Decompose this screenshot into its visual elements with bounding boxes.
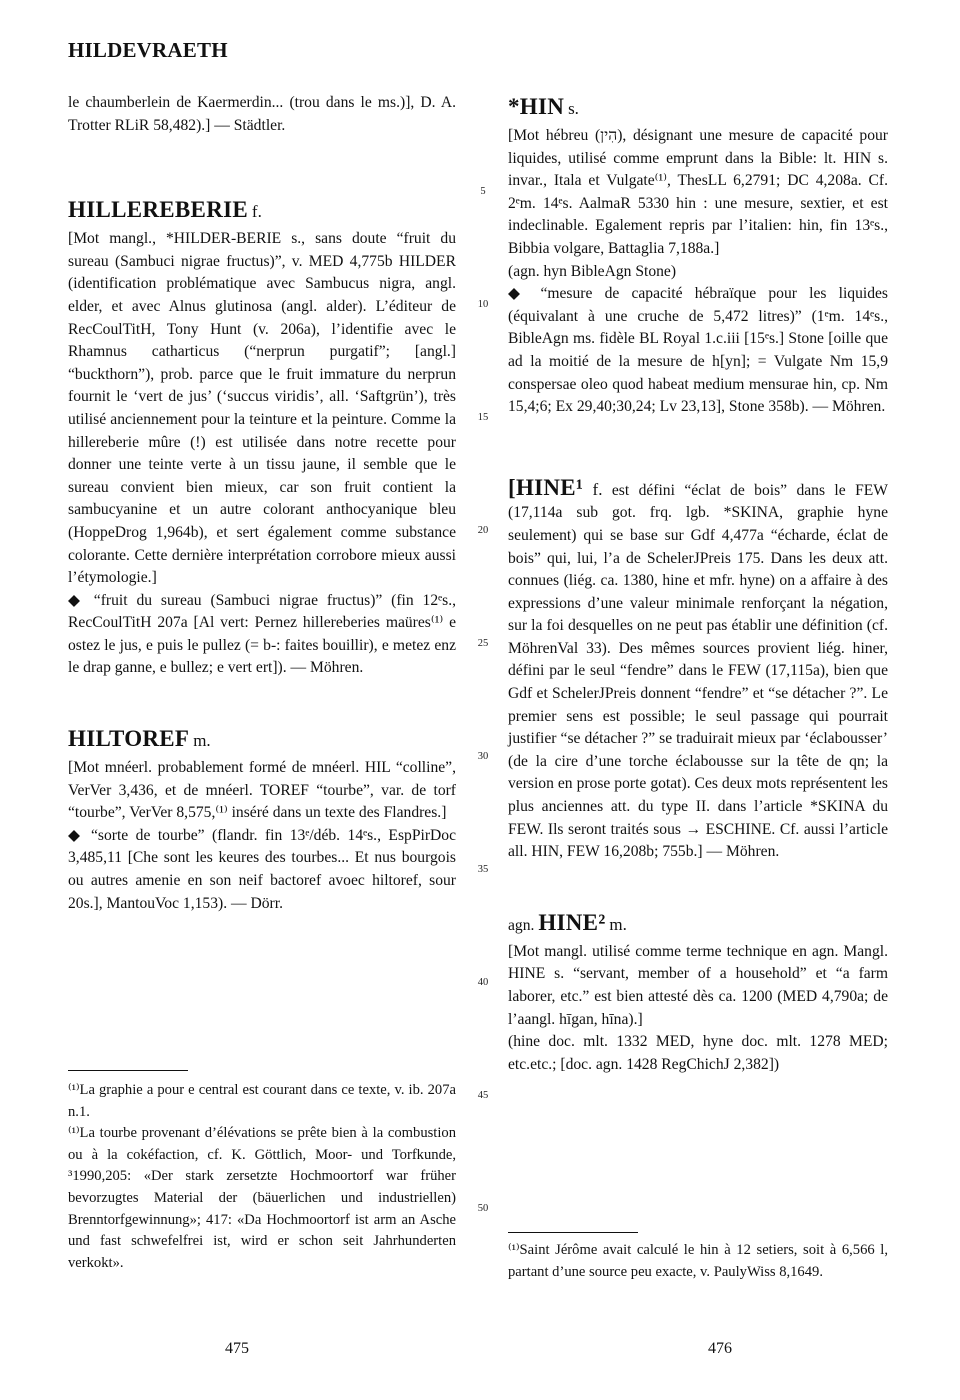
- part-of-speech: f.: [592, 479, 603, 499]
- etymology: [Mot mangl., *HILDER-BERIE s., sans doute “fruit du sureau (Sambuci nigrae fructus)”, v. MED 4,775b HILDER (identification problématique avec Sambucus nigra, angl. elder, et avec Alnus glutinosa (angl. alder). L’éditeur de RecCoulTitH, Tony Hunt (v. 206a), l’identifie avec le Rhamnus catharticus (“nerprun purgatif”; [angl.] “buckthorn”), prob. parce que le fruit immature du nerprun fournit le ‘vert de jus’ (‘succus viridis’, all. ‘Saftgrün’), très utilisé anciennement pour la teinture et la peinture. Comme la hillereberie mûre (!) est utilisée dans notre recette pour donner une teinte verte à un tissu jaune, il semble que le sureau convient bien mieux, car son fruit contient la sambucyanine et un autre colorant anthocyanique bleu (HoppeDrog 1,964b), et sert également comme substance colorante. Cette dernière interprétation corrobore mieux aussi l’étymologie.]: [68, 230, 456, 587]
- sense: ◆ “fruit du sureau (Sambuci nigrae fructus)” (fin 12ᵉs., RecCoulTitH 207a [Al vert: Pernez hillereberies maüres⁽¹⁾ e ostez le jus, e puis le pullez (= b-: faites bouillir), e metez enz le drap ganne, e bullez; e vert ert]). — Möhren.: [68, 591, 456, 677]
- entry-header-hiltoref: [68, 724, 456, 757]
- headword: HILTOREF: [68, 726, 190, 752]
- etymology: [Mot mnéerl. probablement formé de mnéerl. HIL “colline”, VerVer 3,436, et de mnéerl. TOREF “tourbe”, var. de torf “tourbe”, VerVer 8,575,⁽¹⁾ inséré dans un texte des Flandres.]: [68, 759, 456, 822]
- line-number: 40: [477, 977, 489, 988]
- headword: HILLEREBERIE: [68, 197, 248, 223]
- page-number-left: 475: [225, 1340, 249, 1357]
- entry-header-hin: [508, 92, 888, 125]
- line-number: 5: [480, 186, 486, 197]
- headword: [HINE¹: [508, 474, 584, 500]
- footnote-rule: [68, 1070, 188, 1071]
- footnote: ⁽¹⁾Saint Jérôme avait calculé le hin à 12 setiers, soit à 6,566 l, partant d’une source peu exacte, v. PaulyWiss 8,1649.: [508, 1242, 888, 1280]
- footnote: ⁽¹⁾La tourbe provenant d’élévations se prête bien à la combustion ou à la cokéfaction, cf. K. Göttlich, Moor- und Torfkunde, ³1990,205: «Der stark zersetzte Hochmoortorf war früher bevorzugtes Material der (bäuerlichen und industriellen) Brenntorfgewinnung»; 417: «Da Hochmoortorf ist arm an Asche und fast schwefelfrei ist, wird er schon seit Jahrhunderten verkokt».: [68, 1125, 456, 1271]
- entry-text: est défini “éclat de bois” dans le FEW (17,114a sub got. frq. lgb. *SKINA, graphie hyne seulement) qui se base sur Gdf 4,477a “écharde, éclat de bois” qui, lui, l’a de SchelerJPreis 175. Dans les deux att. connues (liég. ca. 1380, hine et mfr. hyne) on a affaire à des expressions d’une valeur minimale renforçant la négation, sur la foi desquelles on ne peut pas établir une définition (cf. MöhrenVal 33). Des mêmes sources provient liég. hiner, défini par le seul “fendre” dans le FEW (17,115a), bien que Gdf et SchelerJPreis donnent “fendre” et “se détacher ?”. Le premier sens est possible; le seul passage qui pourrait justifier “se détacher ?” se traduirait mieux par ‘éclabousser’ (de la cire d’une torche éclabousse sur la tête de qn; la version en prose porte gotat). Ces deux mots représentent les plus anciennes att. du type II. dans l’article *SKINA du FEW. Ils seront traités sous → ESCHINE. Cf. aussi l’article all. HIN, FEW 16,208b; 755b.] — Möhren.: [508, 481, 888, 861]
- running-head: HILDEVRAETH: [68, 38, 228, 62]
- entry-header-hine2: [508, 908, 888, 941]
- line-number: 15: [477, 412, 489, 423]
- headword: HINE²: [538, 909, 606, 935]
- footnote-rule: [508, 1232, 638, 1233]
- sense: ◆ “mesure de capacité hébraïque pour les liquides (équivalant à une cruche de 5,472 litres)” (1ᵉm. 14ᵉs., BibleAgn ms. fidèle BL Royal 1.c.iii [15ᵉs.] Stone [oille que ad la moitié de la mesure de h[yn]; = Vulgate Nm 15,9 conspersae oleo quod habeat medium mensurae hin, cp. Nm 15,4;6; Ex 29,40;30,24; Lv 23,13], Stone 358b). — Möhren.: [508, 285, 888, 416]
- left-footnotes: [68, 1080, 456, 1274]
- headword: *HIN: [508, 94, 565, 119]
- part-of-speech: m.: [609, 914, 627, 934]
- part-of-speech: m.: [193, 731, 211, 751]
- line-number: 50: [477, 1203, 489, 1214]
- etymology: [Mot mangl. utilisé comme terme technique en agn. Mangl. HINE s. “servant, member of a household” et “a farm laborer, etc.” est bien attesté dès ca. 1200 (MED 4,790a; de l’aangl. hīgan, hīna).]: [508, 942, 888, 1028]
- part-of-speech: s.: [568, 99, 579, 118]
- line-number: 25: [477, 638, 489, 649]
- line-number: 30: [477, 751, 489, 762]
- entry-hine1: [508, 474, 888, 864]
- right-footnotes: [508, 1240, 888, 1283]
- line-number: 20: [477, 525, 489, 536]
- entry-header-hillereberie: [68, 195, 456, 228]
- left-column: [68, 92, 456, 915]
- forms: (hine doc. mlt. 1332 MED, hyne doc. mlt. 1278 MED; etc.etc.; [doc. agn. 1428 RegChichJ 2,382]): [508, 1033, 888, 1073]
- forms: (agn. hyn BibleAgn Stone): [508, 262, 677, 280]
- line-number: 10: [477, 299, 489, 310]
- entry-continuation: le chaumberlein de Kaermerdin... (trou dans le ms.)], D. A. Trotter RLiR 58,482).] — Städtler.: [68, 94, 456, 134]
- etymology: [Mot hébreu (הִין), désignant une mesure de capacité pour liquides, utilisé comme emprunt dans la Bible: lt. HIN s. invar., Itala et Vulgate⁽¹⁾, ThesLL 6,2791; DC 4,208a. Cf. 2ᵉm. 14ᵉs. AalmaR 5330 hin : une mesure, sextier, et est indeclinable. Egalement repris par l’italien: hin, fin 13ᵉs., Bibbia volgare, Battaglia 7,188a.]: [508, 127, 888, 257]
- line-number: 45: [477, 1090, 489, 1101]
- line-number: 35: [477, 864, 489, 875]
- right-column: [508, 92, 888, 1076]
- part-of-speech: f.: [251, 202, 262, 222]
- sense: ◆ “sorte de tourbe” (flandr. fin 13ᵉ/déb. 14ᵉs., EspPirDoc 3,485,11 [Che sont les keures des tourbes... Et nus bourgois ou autres amenie en son neif bactoref avoec hiltoref, sour 20s.], MantouVoc 1,153). — Dörr.: [68, 826, 456, 912]
- footnote: ⁽¹⁾La graphie a pour e central est courant dans ce texte, v. ib. 207a n.1.: [68, 1082, 456, 1120]
- page-number-right: 476: [708, 1340, 732, 1357]
- language-prefix: agn.: [508, 916, 535, 934]
